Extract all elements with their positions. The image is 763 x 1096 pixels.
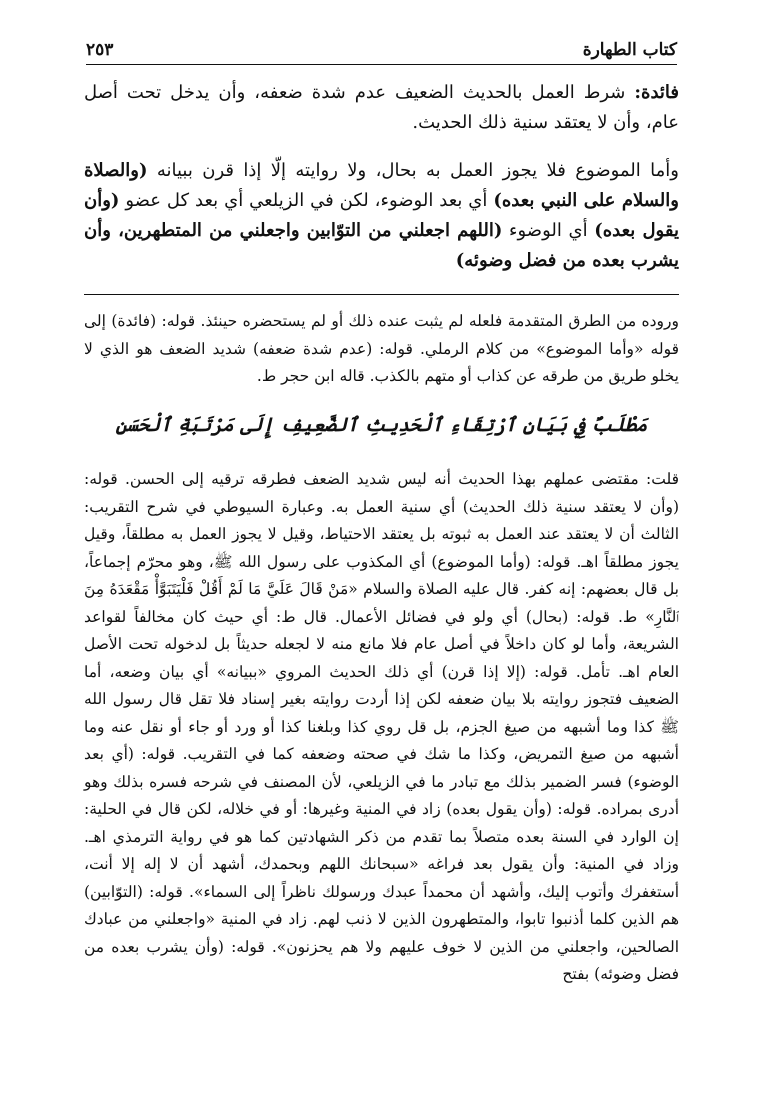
paragraph-2-part-2: أي بعد الوضوء، لكن في الزيلعي أي بعد كل عضو <box>125 190 488 211</box>
paragraph-2-bold-2: (وأن يقول بعده) <box>84 190 679 241</box>
footnote-block-2-text: قلت: مقتضى عملهم بهذا الحديث أنه ليس شديد الضعف فطرقه ترقيه إلى الحسن. قوله: (وأن لا يعتقد سنية ذلك الحديث) أي سنية العمل به. وعبارة السيوطي في شرح التقريب: الثالث أن لا يعتقد عند العمل به ثبوته بل يعتقد الاحتياط، وقيل لا يجوز العمل به مطلقاً، وقيل يجوز مطلقاً اهـ. قوله: (وأما الموضوع) أي المكذوب على رسول الله ﷺ، وهو محرّم إجماعاً، بل قال بعضهم: إنه كفر. قال عليه الصلاة والسلام «مَنْ قَالَ عَلَيَّ مَا لَمْ أَقُلْ فَلْيَتَبَوَّأْ مَقْعَدَهُ مِنَ ٱلنَّارِ» ط. قوله: (بحال) أي ولو في فضائل الأعمال. قال ط: أي حيث كان مخالفاً لقواعد الشريعة، وأما لو كان داخلاً في أصل عام فلا مانع منه لا لجعله حديثاً بل لدخوله تحت الأصل العام اهـ. تأمل. قوله: (إلا إذا قرن) أي ذلك الحديث المروي «ببيانه» أي بيان وضعه، أما الضعيف فتجوز روايته بلا بيان ضعفه لكن إذا أردت روايته بغير إسناد فلا تقل قال رسول الله ﷺ كذا وما أشبهه من صيغ الجزم، بل قل روي كذا وبلغنا كذا أو ورد أو جاء أو نقل عنه وما أشبهه من صيغ التمريض، وكذا ما شك في صحته وضعفه كما في التقريب. قوله: (أي بعد الوضوء) فسر الضمير بذلك مع تبادر ما في الزيلعي، لأن المصنف في شرحه فسره بذلك وهو أدرى بمراده. قوله: (وأن يقول بعده) زاد في المنية وغيرها: أو في خلاله، لكن قال في الحلية: إن الوارد في السنة بعده متصلاً بما تقدم من ذكر الشهادتين كما هو في رواية الترمذي اهـ. وزاد في المنية: وأن يقول بعد فراغه «سبحانك اللهم وبحمدك، أشهد أن لا إله إلا أنت، أستغفرك وأتوب إليك، وأشهد أن محمداً عبدك ورسولك ناظراً إلى السماء». قوله: (التوّابين) هم الذين كلما أذنبوا تابوا، والمتطهرون الذين لا ذنب لهم. زاد في المنية «واجعلني من عبادك الصالحين، واجعلني من الذين لا خوف عليهم ولا هم يحزنون». قوله: (وأن يشرب بعده من فضل وضوئه) بفتح <box>84 470 679 983</box>
paragraph-2-part-1: وأما الموضوع فلا يجوز العمل به بحال، ولا روايته إلّا إذا قرن ببيانه <box>156 160 679 181</box>
section-heading: مَطْلَبٌ فِي بَيَانِ ٱرْتِقَاءِ ٱلْحَدِيثِ ٱلضَّعِيفِ إِلَى مَرْتَبَةِ ٱلْحَسَنِ <box>115 414 648 436</box>
paragraph-2-bold-3: (اللهم اجعلني من التوّابين واجعلني من المتطهرين، وأن يشرب بعده من فضل وضوئه) <box>84 220 679 271</box>
paragraph-1-text: شرط العمل بالحديث الضعيف عدم شدة ضعفه، وأن يدخل تحت أصل عام، وأن لا يعتقد سنية ذلك الحديث. <box>84 82 679 133</box>
main-paragraph-1 <box>84 78 679 138</box>
page-header <box>86 34 677 65</box>
page-number: ٢٥٣ <box>86 40 114 60</box>
book-title: كتاب الطهارة <box>582 40 677 60</box>
paragraph-2-part-3: أي الوضوء <box>509 220 588 241</box>
note-label: فائدة: <box>634 82 679 103</box>
separator-line <box>84 294 679 295</box>
footnote-block-1-text: وروده من الطرق المتقدمة فلعله لم يثبت عنده ذلك أو لم يستحضره حينئذ. قوله: (فائدة) إلى قوله «وأما الموضوع» من كلام الرملي. قوله: (عدم شدة ضعفه) شديد الضعف هو الذي لا يخلو طريق من طرقه عن كذاب أو متهم بالكذب. قاله ابن حجر ط. <box>84 312 679 385</box>
paragraph-2-bold-1: (والصلاة والسلام على النبي بعده) <box>84 160 679 211</box>
main-paragraph-2 <box>84 156 679 276</box>
footnote-block-2 <box>84 466 679 989</box>
footnote-block-1 <box>84 308 679 391</box>
